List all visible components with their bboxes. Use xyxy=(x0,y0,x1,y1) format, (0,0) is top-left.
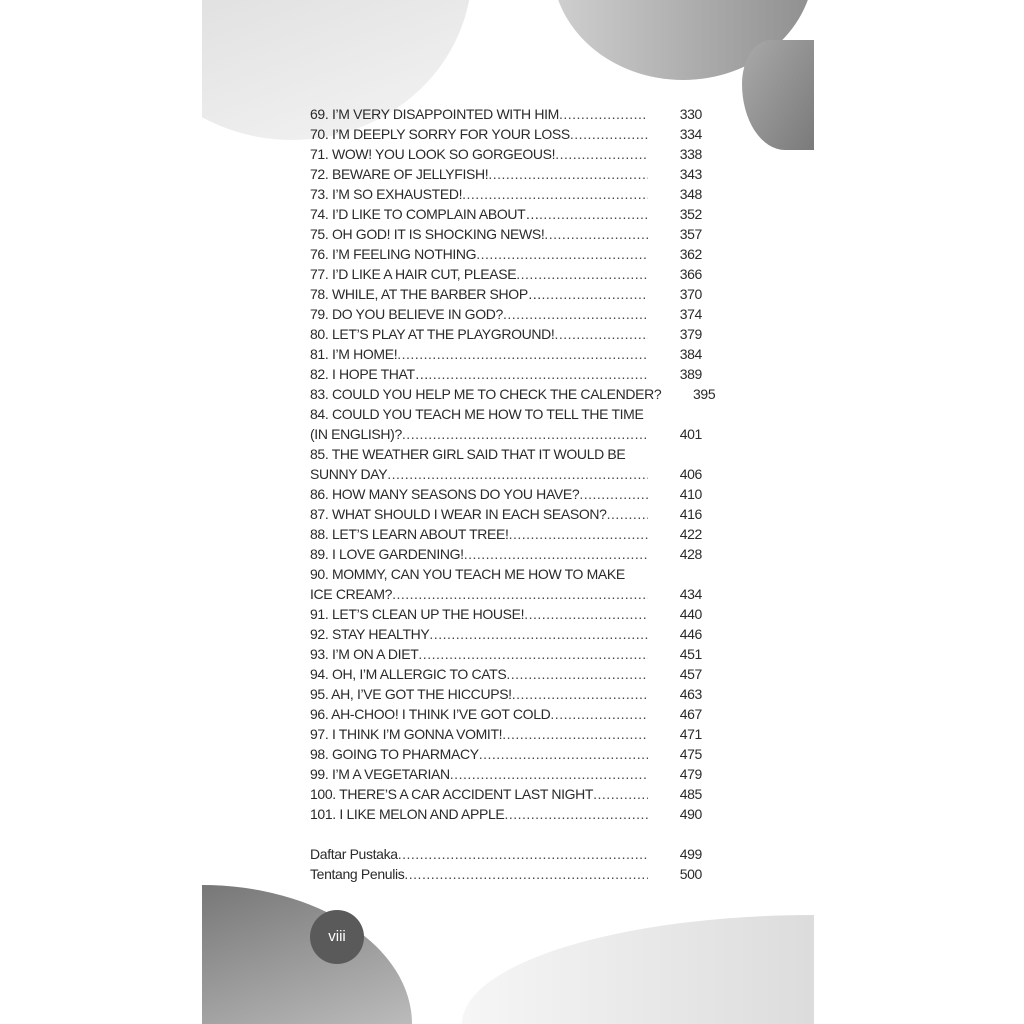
dot-leader xyxy=(464,544,648,564)
toc-entry-title: 91. LET’S CLEAN UP THE HOUSE! xyxy=(310,606,525,622)
toc-entry-line xyxy=(310,384,716,404)
toc-entry-line xyxy=(310,764,702,784)
toc-entry-title: 89. I LOVE GARDENING! xyxy=(310,546,464,562)
toc-entry-title: 76. I’M FEELING NOTHING xyxy=(310,246,477,262)
toc-entry-title: 94. OH, I’M ALLERGIC TO CATS xyxy=(310,666,507,682)
toc-entry-line xyxy=(310,864,702,884)
dot-leader xyxy=(593,784,648,804)
dot-leader xyxy=(555,144,648,164)
toc-entry[interactable] xyxy=(310,124,702,144)
toc-entry-title: 88. LET’S LEARN ABOUT TREE! xyxy=(310,526,509,542)
toc-page-number: 357 xyxy=(679,226,702,242)
toc-page-number: 463 xyxy=(679,686,702,702)
toc-entry[interactable] xyxy=(310,624,702,644)
toc-page-number: 330 xyxy=(679,106,702,122)
toc-entry-line xyxy=(310,424,702,444)
toc-entry-line xyxy=(310,404,702,424)
toc-entry[interactable] xyxy=(310,144,702,164)
toc-entry-line xyxy=(310,704,702,724)
toc-entry-line xyxy=(310,104,702,124)
toc-entry-line xyxy=(310,364,702,384)
toc-entry-line xyxy=(310,264,702,284)
toc-entry[interactable] xyxy=(310,284,702,304)
toc-entry-title: 71. WOW! YOU LOOK SO GORGEOUS! xyxy=(310,146,556,162)
toc-page-number: 428 xyxy=(679,546,702,562)
dot-leader xyxy=(509,524,648,544)
toc-entry-line xyxy=(310,464,702,484)
dot-leader xyxy=(539,204,648,224)
toc-page-number: 434 xyxy=(679,586,702,602)
toc-entry[interactable] xyxy=(310,164,702,184)
toc-page-number: 485 xyxy=(679,786,702,802)
dot-leader xyxy=(504,804,648,824)
dot-leader xyxy=(502,724,648,744)
toc-page-number: 352 xyxy=(679,206,702,222)
toc-page-number: 422 xyxy=(679,526,702,542)
toc-entry-line xyxy=(310,244,702,264)
toc-entry[interactable] xyxy=(310,744,702,764)
toc-entry-title: 101. I LIKE MELON AND APPLE xyxy=(310,806,505,822)
toc-entry-title: (IN ENGLISH)? xyxy=(310,426,402,442)
dot-leader xyxy=(429,624,648,644)
toc-page-number: 379 xyxy=(679,326,702,342)
toc-entry-title: 69. I’M VERY DISAPPOINTED WITH HIM xyxy=(310,106,559,122)
toc-entry-line xyxy=(310,624,702,644)
toc-entry-line xyxy=(310,524,702,544)
toc-page-number: 499 xyxy=(679,846,702,862)
toc-entry-title: 87. WHAT SHOULD I WEAR IN EACH SEASON? xyxy=(310,506,607,522)
toc-entry[interactable] xyxy=(310,524,702,544)
toc-page-number: 440 xyxy=(679,606,702,622)
toc-entry-title: Tentang Penulis xyxy=(310,866,405,882)
dot-leader xyxy=(554,324,648,344)
toc-entry-title: 72. BEWARE OF JELLYFISH! xyxy=(310,166,489,182)
toc-entry[interactable] xyxy=(310,864,702,884)
toc-page-number: 446 xyxy=(679,626,702,642)
toc-entry-title: 97. I THINK I’M GONNA VOMIT! xyxy=(310,726,503,742)
decorative-blob xyxy=(462,915,814,1024)
dot-leader xyxy=(512,684,648,704)
toc-entry-line xyxy=(310,164,702,184)
dot-leader xyxy=(479,744,648,764)
toc-entry-title: 74. I’D LIKE TO COMPLAIN ABOUT… xyxy=(310,206,540,222)
dot-leader xyxy=(607,504,648,524)
table-of-contents xyxy=(310,104,716,884)
toc-page-number: 471 xyxy=(679,726,702,742)
toc-entry-line xyxy=(310,224,702,244)
toc-page-number: 457 xyxy=(679,666,702,682)
toc-entry-title: 84. COULD YOU TEACH ME HOW TO TELL THE TIME xyxy=(310,406,644,422)
dot-leader xyxy=(506,664,648,684)
toc-page-number: 384 xyxy=(679,346,702,362)
dot-leader xyxy=(476,244,648,264)
toc-entry-line xyxy=(310,204,702,224)
toc-page-number: 406 xyxy=(679,466,702,482)
toc-entry-title: 99. I’M A VEGETARIAN xyxy=(310,766,450,782)
toc-entry[interactable] xyxy=(310,224,702,244)
dot-leader xyxy=(541,284,648,304)
toc-entry-line xyxy=(310,284,702,304)
toc-entry-title: 77. I’D LIKE A HAIR CUT, PLEASE xyxy=(310,266,517,282)
toc-page-number: 410 xyxy=(679,486,702,502)
toc-entry-line xyxy=(310,144,702,164)
toc-entry-title: 93. I’M ON A DIET xyxy=(310,646,419,662)
toc-page-number: 401 xyxy=(679,426,702,442)
toc-entry-title: 82. I HOPE THAT… xyxy=(310,366,429,382)
dot-leader xyxy=(503,304,648,324)
toc-entry-line xyxy=(310,304,702,324)
toc-entry-title: 95. AH, I’VE GOT THE HICCUPS! xyxy=(310,686,512,702)
toc-page-number: 490 xyxy=(679,806,702,822)
toc-entry-line xyxy=(310,844,702,864)
decorative-blob xyxy=(742,40,814,150)
dot-leader xyxy=(397,344,648,364)
toc-entry[interactable] xyxy=(310,504,702,524)
toc-entry[interactable] xyxy=(310,364,702,384)
toc-entry-line xyxy=(310,484,702,504)
toc-entry-title: 75. OH GOD! IT IS SHOCKING NEWS! xyxy=(310,226,545,242)
toc-page-number: 362 xyxy=(679,246,702,262)
dot-leader xyxy=(450,764,648,784)
decorative-blob xyxy=(202,885,412,1024)
toc-entry[interactable] xyxy=(310,544,702,564)
toc-entry[interactable] xyxy=(310,204,702,224)
toc-entry-line xyxy=(310,344,702,364)
toc-entry-line xyxy=(310,604,702,624)
toc-entry-title: 92. STAY HEALTHY xyxy=(310,626,430,642)
toc-entry[interactable] xyxy=(310,404,702,444)
toc-entry[interactable] xyxy=(310,764,702,784)
toc-entry[interactable] xyxy=(310,344,702,364)
toc-entry[interactable] xyxy=(310,384,716,404)
dot-leader xyxy=(398,844,648,864)
toc-page-number: 370 xyxy=(679,286,702,302)
toc-entry[interactable] xyxy=(310,784,702,804)
toc-entry[interactable] xyxy=(310,664,702,684)
toc-entry-line xyxy=(310,544,702,564)
toc-entry-title: 86. HOW MANY SEASONS DO YOU HAVE? xyxy=(310,486,580,502)
toc-page-number: 467 xyxy=(679,706,702,722)
toc-entry-line xyxy=(310,564,702,584)
toc-entry-title: 73. I’M SO EXHAUSTED! xyxy=(310,186,463,202)
toc-entry[interactable] xyxy=(310,304,702,324)
dot-leader xyxy=(428,364,648,384)
toc-entry[interactable] xyxy=(310,324,702,344)
spacer xyxy=(310,824,702,844)
page-number-badge: viii xyxy=(310,910,364,964)
toc-entry-title: 85. THE WEATHER GIRL SAID THAT IT WOULD BE xyxy=(310,446,626,462)
dot-leader xyxy=(550,704,648,724)
toc-entry[interactable] xyxy=(310,484,702,504)
toc-entry-title: 90. MOMMY, CAN YOU TEACH ME HOW TO MAKE xyxy=(310,566,625,582)
toc-entry-line xyxy=(310,784,702,804)
dot-leader xyxy=(392,584,648,604)
toc-entry[interactable] xyxy=(310,604,702,624)
toc-entry-title: SUNNY DAY xyxy=(310,466,388,482)
toc-entry[interactable] xyxy=(310,184,702,204)
toc-page-number: 343 xyxy=(679,166,702,182)
dot-leader xyxy=(559,104,648,124)
toc-entry-line xyxy=(310,184,702,204)
toc-entry[interactable] xyxy=(310,844,702,864)
toc-entry-line xyxy=(310,504,702,524)
toc-page-number: 500 xyxy=(679,866,702,882)
toc-entry[interactable] xyxy=(310,244,702,264)
toc-page-number: 348 xyxy=(679,186,702,202)
toc-entry[interactable] xyxy=(310,264,702,284)
toc-entry[interactable] xyxy=(310,644,702,664)
toc-entry[interactable] xyxy=(310,724,702,744)
toc-page-number: 475 xyxy=(679,746,702,762)
dot-leader xyxy=(404,864,648,884)
toc-page-number: 374 xyxy=(679,306,702,322)
toc-entry[interactable] xyxy=(310,564,702,604)
dot-leader xyxy=(462,184,648,204)
dot-leader xyxy=(418,644,648,664)
dot-leader xyxy=(516,264,648,284)
toc-page-number: 395 xyxy=(693,386,716,402)
dot-leader xyxy=(579,484,648,504)
toc-entry-line xyxy=(310,684,702,704)
toc-entry[interactable] xyxy=(310,704,702,724)
toc-page-number: 366 xyxy=(679,266,702,282)
dot-leader xyxy=(570,124,648,144)
toc-entry-line xyxy=(310,804,702,824)
toc-entry-title: 96. AH-CHOO! I THINK I’VE GOT COLD xyxy=(310,706,551,722)
toc-entry-title: Daftar Pustaka xyxy=(310,846,398,862)
toc-entry-line xyxy=(310,644,702,664)
toc-entry-line xyxy=(310,124,702,144)
toc-entry-line xyxy=(310,324,702,344)
toc-entry-title: 100. THERE’S A CAR ACCIDENT LAST NIGHT xyxy=(310,786,594,802)
toc-page-number: 451 xyxy=(679,646,702,662)
toc-entry-line xyxy=(310,724,702,744)
toc-page-number: 334 xyxy=(679,126,702,142)
toc-entry[interactable] xyxy=(310,804,702,824)
toc-page-number: 338 xyxy=(679,146,702,162)
toc-entry-line xyxy=(310,664,702,684)
dot-leader xyxy=(544,224,648,244)
dot-leader xyxy=(387,464,648,484)
toc-entry-title: 98. GOING TO PHARMACY xyxy=(310,746,479,762)
toc-entry-title: 78. WHILE, AT THE BARBER SHOP… xyxy=(310,286,542,302)
toc-entry-line xyxy=(310,444,702,464)
toc-entry-line xyxy=(310,744,702,764)
toc-entry-title: 80. LET’S PLAY AT THE PLAYGROUND! xyxy=(310,326,555,342)
toc-entry-title: 79. DO YOU BELIEVE IN GOD? xyxy=(310,306,503,322)
toc-entry[interactable] xyxy=(310,444,702,484)
toc-entry-title: ICE CREAM? xyxy=(310,586,393,602)
toc-entry[interactable] xyxy=(310,684,702,704)
toc-entry[interactable] xyxy=(310,104,702,124)
toc-entry-line xyxy=(310,584,702,604)
toc-page-number: 389 xyxy=(679,366,702,382)
dot-leader xyxy=(402,424,648,444)
dot-leader xyxy=(524,604,648,624)
toc-entry-title: 70. I’M DEEPLY SORRY FOR YOUR LOSS xyxy=(310,126,570,142)
toc-page-number: 479 xyxy=(679,766,702,782)
toc-entry-title: 83. COULD YOU HELP ME TO CHECK THE CALENDER? xyxy=(310,386,662,402)
toc-entry-title: 81. I’M HOME! xyxy=(310,346,398,362)
toc-page-number: 416 xyxy=(679,506,702,522)
dot-leader xyxy=(488,164,648,184)
